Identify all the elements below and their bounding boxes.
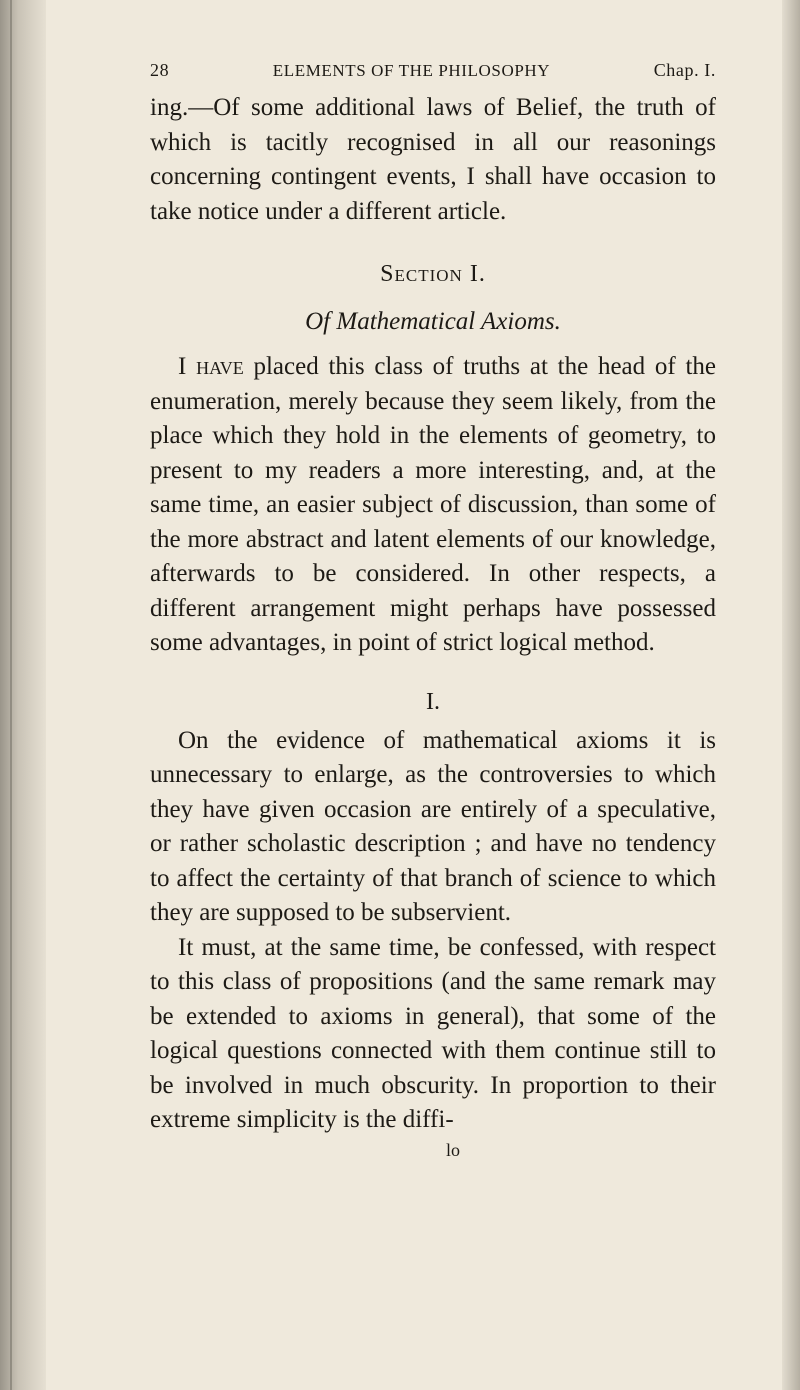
- chapter-label: Chap. I.: [653, 60, 716, 80]
- page-number: 28: [150, 60, 170, 80]
- paragraph-1-lead: I have: [178, 353, 244, 380]
- intro-paragraph: ing.—Of some additional laws of Belief, the truth of which is tacitly recognised in all our reasonings concerning contingent events, I shall have occasion to take notice under a different article.: [150, 94, 716, 225]
- paragraph-1: [150, 350, 716, 661]
- scan-edge-shadow: [782, 0, 800, 1390]
- scan-binding-shadow: [0, 0, 46, 1390]
- section-title: Section I.: [380, 261, 486, 287]
- paragraph-2: On the evidence of mathematical axioms it is unnecessary to enlarge, as the controversies to which they have given occasion are entirely of a speculative, or rather scholastic description ; and have no tendency to affect the certainty of that branch of science to which they are supposed to be subservient.: [150, 726, 716, 926]
- catchword: lo: [445, 1139, 460, 1160]
- running-title: ELEMENTS OF THE PHILOSOPHY: [272, 61, 551, 80]
- paragraph-3: It must, at the same time, be confessed, with respect to this class of propositions (and the same remark may be extended to axioms in general), that some of the logical questions connected with them continue still to be involved in much obscurity. In proportion to their extreme simplicity is the diffi-: [150, 933, 716, 1133]
- book-page: [150, 60, 716, 1161]
- section-subtitle: Of Mathematical Axioms.: [305, 308, 561, 335]
- paragraph-1-text: placed this class of truths at the head of the enumeration, merely because they seem likely, from the place which they hold in the elements of geometry, to present to my readers a more interesting, and, at the same time, an easier subject of discussion, than some of the more abstract and latent elements of our knowledge, afterwards to be considered. In other respects, a different arrangement might perhaps have possessed some advantages, in point of strict logical method.: [150, 353, 717, 656]
- running-head: [150, 60, 716, 81]
- subsection-numeral: I.: [426, 688, 440, 715]
